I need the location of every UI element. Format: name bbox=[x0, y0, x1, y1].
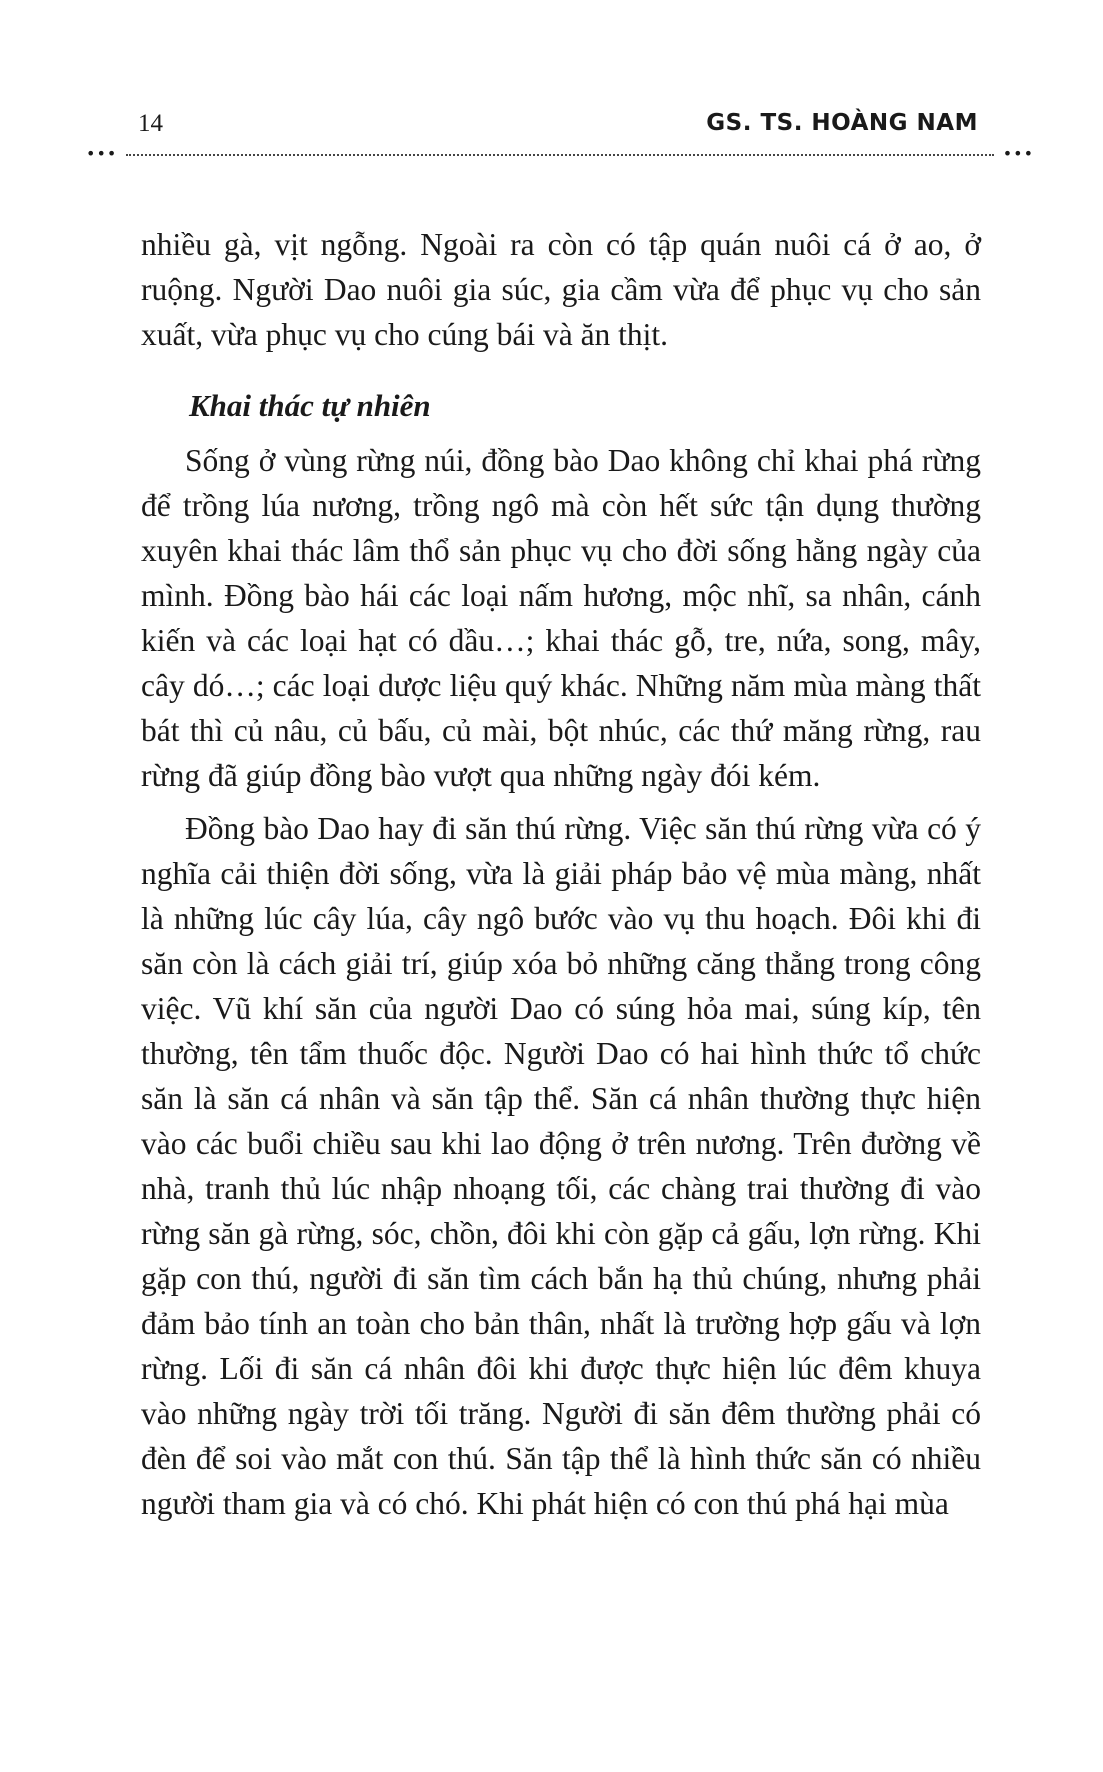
paragraph-hunting: Đồng bào Dao hay đi săn thú rừng. Việc săn thú rừng vừa có ý nghĩa cải thiện đời sống, vừa là giải pháp bảo vệ mùa màng, nhất là những lúc cây lúa, cây ngô bước vào vụ thu hoạch. Đôi khi đi săn còn là cách giải trí, giúp xóa bỏ những căng thẳng trong công việc. Vũ khí săn của người Dao có súng hỏa mai, súng kíp, tên thường, tên tẩm thuốc độc. Người Dao có hai hình thức tổ chức săn là săn cá nhân và săn tập thể. Săn cá nhân thường thực hiện vào các buổi chiều sau khi lao động ở trên nương. Trên đường về nhà, tranh thủ lúc nhập nhoạng tối, các chàng trai thường đi vào rừng săn gà rừng, sóc, chồn, đôi khi còn gặp cả gấu, lợn rừng. Khi gặp con thú, người đi săn tìm cách bắn hạ thủ chúng, nhưng phải đảm bảo tính an toàn cho bản thân, nhất là trường hợp gấu và lợn rừng. Lối đi săn cá nhân đôi khi được thực hiện lúc đêm khuya vào những ngày trời tối trăng. Người đi săn đêm thường phải có đèn để soi vào mắt con thú. Săn tập thể là hình thức săn có nhiều người tham gia và có chó. Khi phát hiện có con thú phá hại mùa bbox=[141, 811, 981, 1521]
section-heading: Khai thác tự nhiên bbox=[189, 388, 431, 423]
author-running-head: GS. TS. HOÀNG NAM bbox=[706, 110, 978, 136]
running-header bbox=[138, 110, 978, 150]
header-rule bbox=[86, 144, 1034, 163]
rule-trail-dots: ••• bbox=[1002, 144, 1034, 163]
dotted-divider bbox=[126, 154, 994, 156]
page-body bbox=[141, 222, 981, 1526]
paragraph-natural-exploitation: Sống ở vùng rừng núi, đồng bào Dao không chỉ khai phá rừng để trồng lúa nương, trồng ngô mà còn hết sức tận dụng thường xuyên khai thác lâm thổ sản phục vụ cho đời sống hằng ngày của mình. Đồng bào hái các loại nấm hương, mộc nhĩ, sa nhân, cánh kiến và các loại hạt có dầu…; khai thác gỗ, tre, nứa, song, mây, cây dó…; các loại dược liệu quý khác. Những năm mùa màng thất bát thì củ nâu, củ bấu, củ mài, bột nhúc, các thứ măng rừng, rau rừng đã giúp đồng bào vượt qua những ngày đói kém. bbox=[141, 443, 981, 793]
page-number: 14 bbox=[138, 110, 163, 137]
paragraph-continued: nhiều gà, vịt ngỗng. Ngoài ra còn có tập quán nuôi cá ở ao, ở ruộng. Người Dao nuôi gia súc, gia cầm vừa để phục vụ cho sản xuất, vừa phục vụ cho cúng bái và ăn thịt. bbox=[141, 227, 981, 352]
rule-lead-dots: ••• bbox=[86, 144, 118, 163]
